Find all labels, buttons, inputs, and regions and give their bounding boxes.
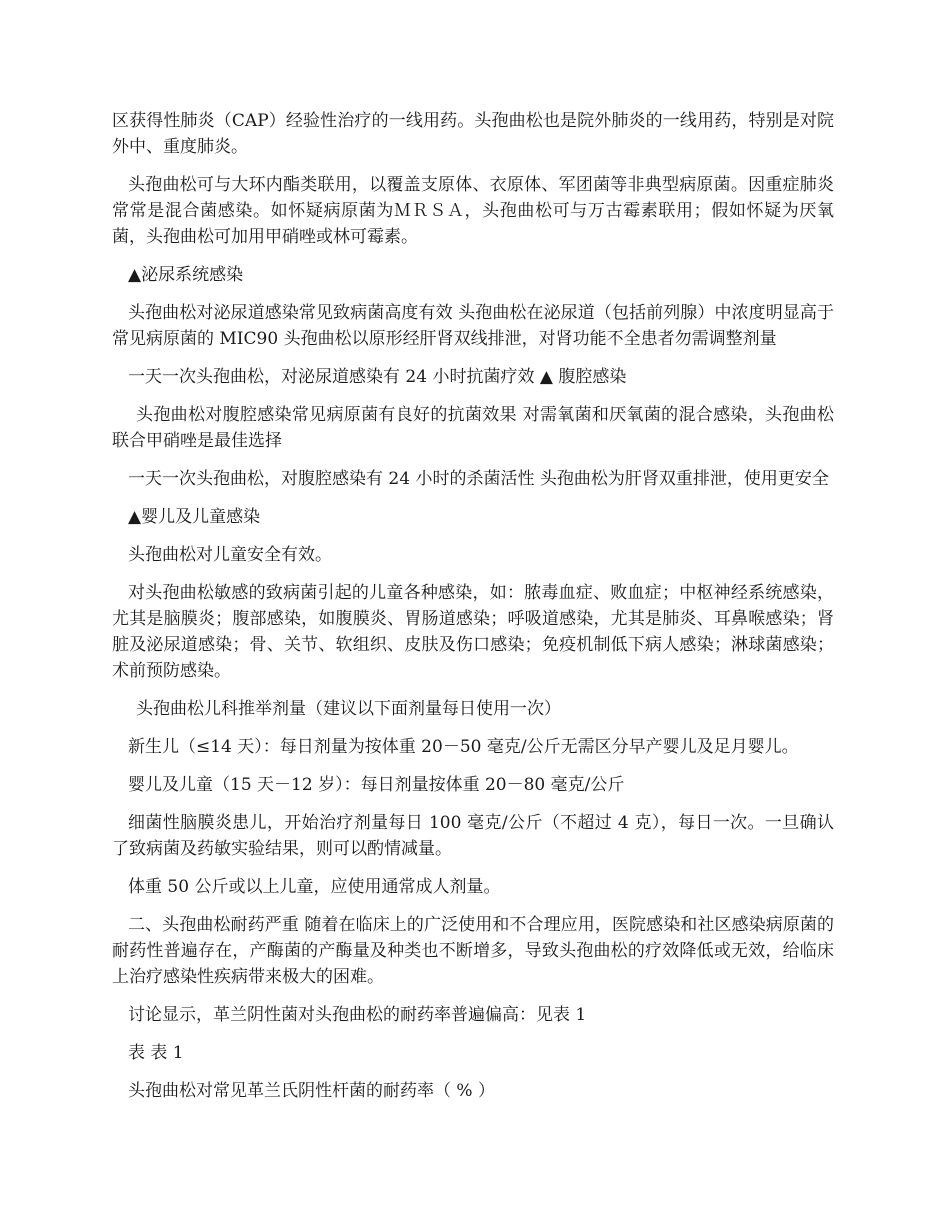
paragraph-pediatric-dosage-heading: 头孢曲松儿科推举剂量（建议以下面剂量每日使用一次） xyxy=(136,699,561,719)
paragraph-abdominal-efficacy: 头孢曲松对腹腔感染常见病原菌有良好的抗菌效果 对需氧菌和厌氧菌的混合感染，头孢曲松联合甲硝唑是最佳选择 xyxy=(112,405,834,451)
paragraph-neonate-dosage: 新生儿（≤14 天）：每日剂量为按体重 20－50 毫克/公斤无需区分早产婴儿及足月婴儿。 xyxy=(128,737,799,757)
paragraph-urinary-once-daily: 一天一次头孢曲松，对泌尿道感染有 24 小时抗菌疗效 ▲ 腹腔感染 xyxy=(128,367,627,387)
heading-urinary-infection: ▲泌尿系统感染 xyxy=(128,265,244,285)
paragraph-urinary-efficacy: 头孢曲松对泌尿道感染常见致病菌高度有效 头孢曲松在泌尿道（包括前列腺）中浓度明显高于常见病原菌的 MIC90 头孢曲松以原形经肝肾双线排泄，对肾功能不全患者勿需调整剂量 xyxy=(112,303,834,349)
paragraph-cap-pneumonia: 区获得性肺炎（CAP）经验性治疗的一线用药。头孢曲松也是院外肺炎的一线用药，特别是对院外中、重度肺炎。 xyxy=(112,111,834,157)
heading-pediatric-infection: ▲婴儿及儿童感染 xyxy=(128,507,261,527)
table-label: 表 表 1 xyxy=(128,1043,184,1063)
paragraph-adult-dosage: 体重 50 公斤或以上儿童，应使用通常成人剂量。 xyxy=(128,877,501,897)
paragraph-meningitis-dosage: 细菌性脑膜炎患儿，开始治疗剂量每日 100 毫克/公斤（不超过 4 克），每日一次。一旦确认了致病菌及药敏实验结果，则可以酌情减量。 xyxy=(112,813,834,859)
paragraph-infant-child-dosage: 婴儿及儿童（15 天－12 岁）：每日剂量按体重 20－80 毫克/公斤 xyxy=(128,775,625,795)
paragraph-resistance-rate: 讨论显示，革兰阴性菌对头孢曲松的耐药率普遍偏高：见表 1 xyxy=(128,1005,587,1025)
paragraph-resistance-section: 二、头孢曲松耐药严重 随着在临床上的广泛使用和不合理应用，医院感染和社区感染病原菌的耐药性普遍存在，产酶菌的产酶量及种类也不断增多，导致头孢曲松的疗效降低或无效，给临床上治疗感染性疾病带来极大的困难。 xyxy=(112,915,834,987)
paragraph-pediatric-safety: 头孢曲松对儿童安全有效。 xyxy=(128,545,332,565)
table-caption: 头孢曲松对常见革兰氏阴性杆菌的耐药率（ % ） xyxy=(128,1081,495,1101)
paragraph-macrolide-combination: 头孢曲松可与大环内酯类联用，以覆盖支原体、衣原体、军团菌等非典型病原菌。因重症肺炎常常是混合菌感染。如怀疑病原菌为ＭＲＳＡ，头孢曲松可与万古霉素联用；假如怀疑为厌氧菌，头孢曲松可加用甲硝唑或林可霉素。 xyxy=(112,175,834,247)
paragraph-abdominal-once-daily: 一天一次头孢曲松，对腹腔感染有 24 小时的杀菌活性 头孢曲松为肝肾双重排泄，使用更安全 xyxy=(128,469,829,489)
document-page xyxy=(112,108,834,1116)
paragraph-pediatric-infections-list: 对头孢曲松敏感的致病菌引起的儿童各种感染，如：脓毒血症、败血症；中枢神经系统感染，尤其是脑膜炎；腹部感染，如腹膜炎、胃肠道感染；呼吸道感染，尤其是肺炎、耳鼻喉感染；肾脏及泌尿道感染；骨、关节、软组织、皮肤及伤口感染；免疫机制低下病人感染；淋球菌感染；术前预防感染。 xyxy=(112,583,834,681)
